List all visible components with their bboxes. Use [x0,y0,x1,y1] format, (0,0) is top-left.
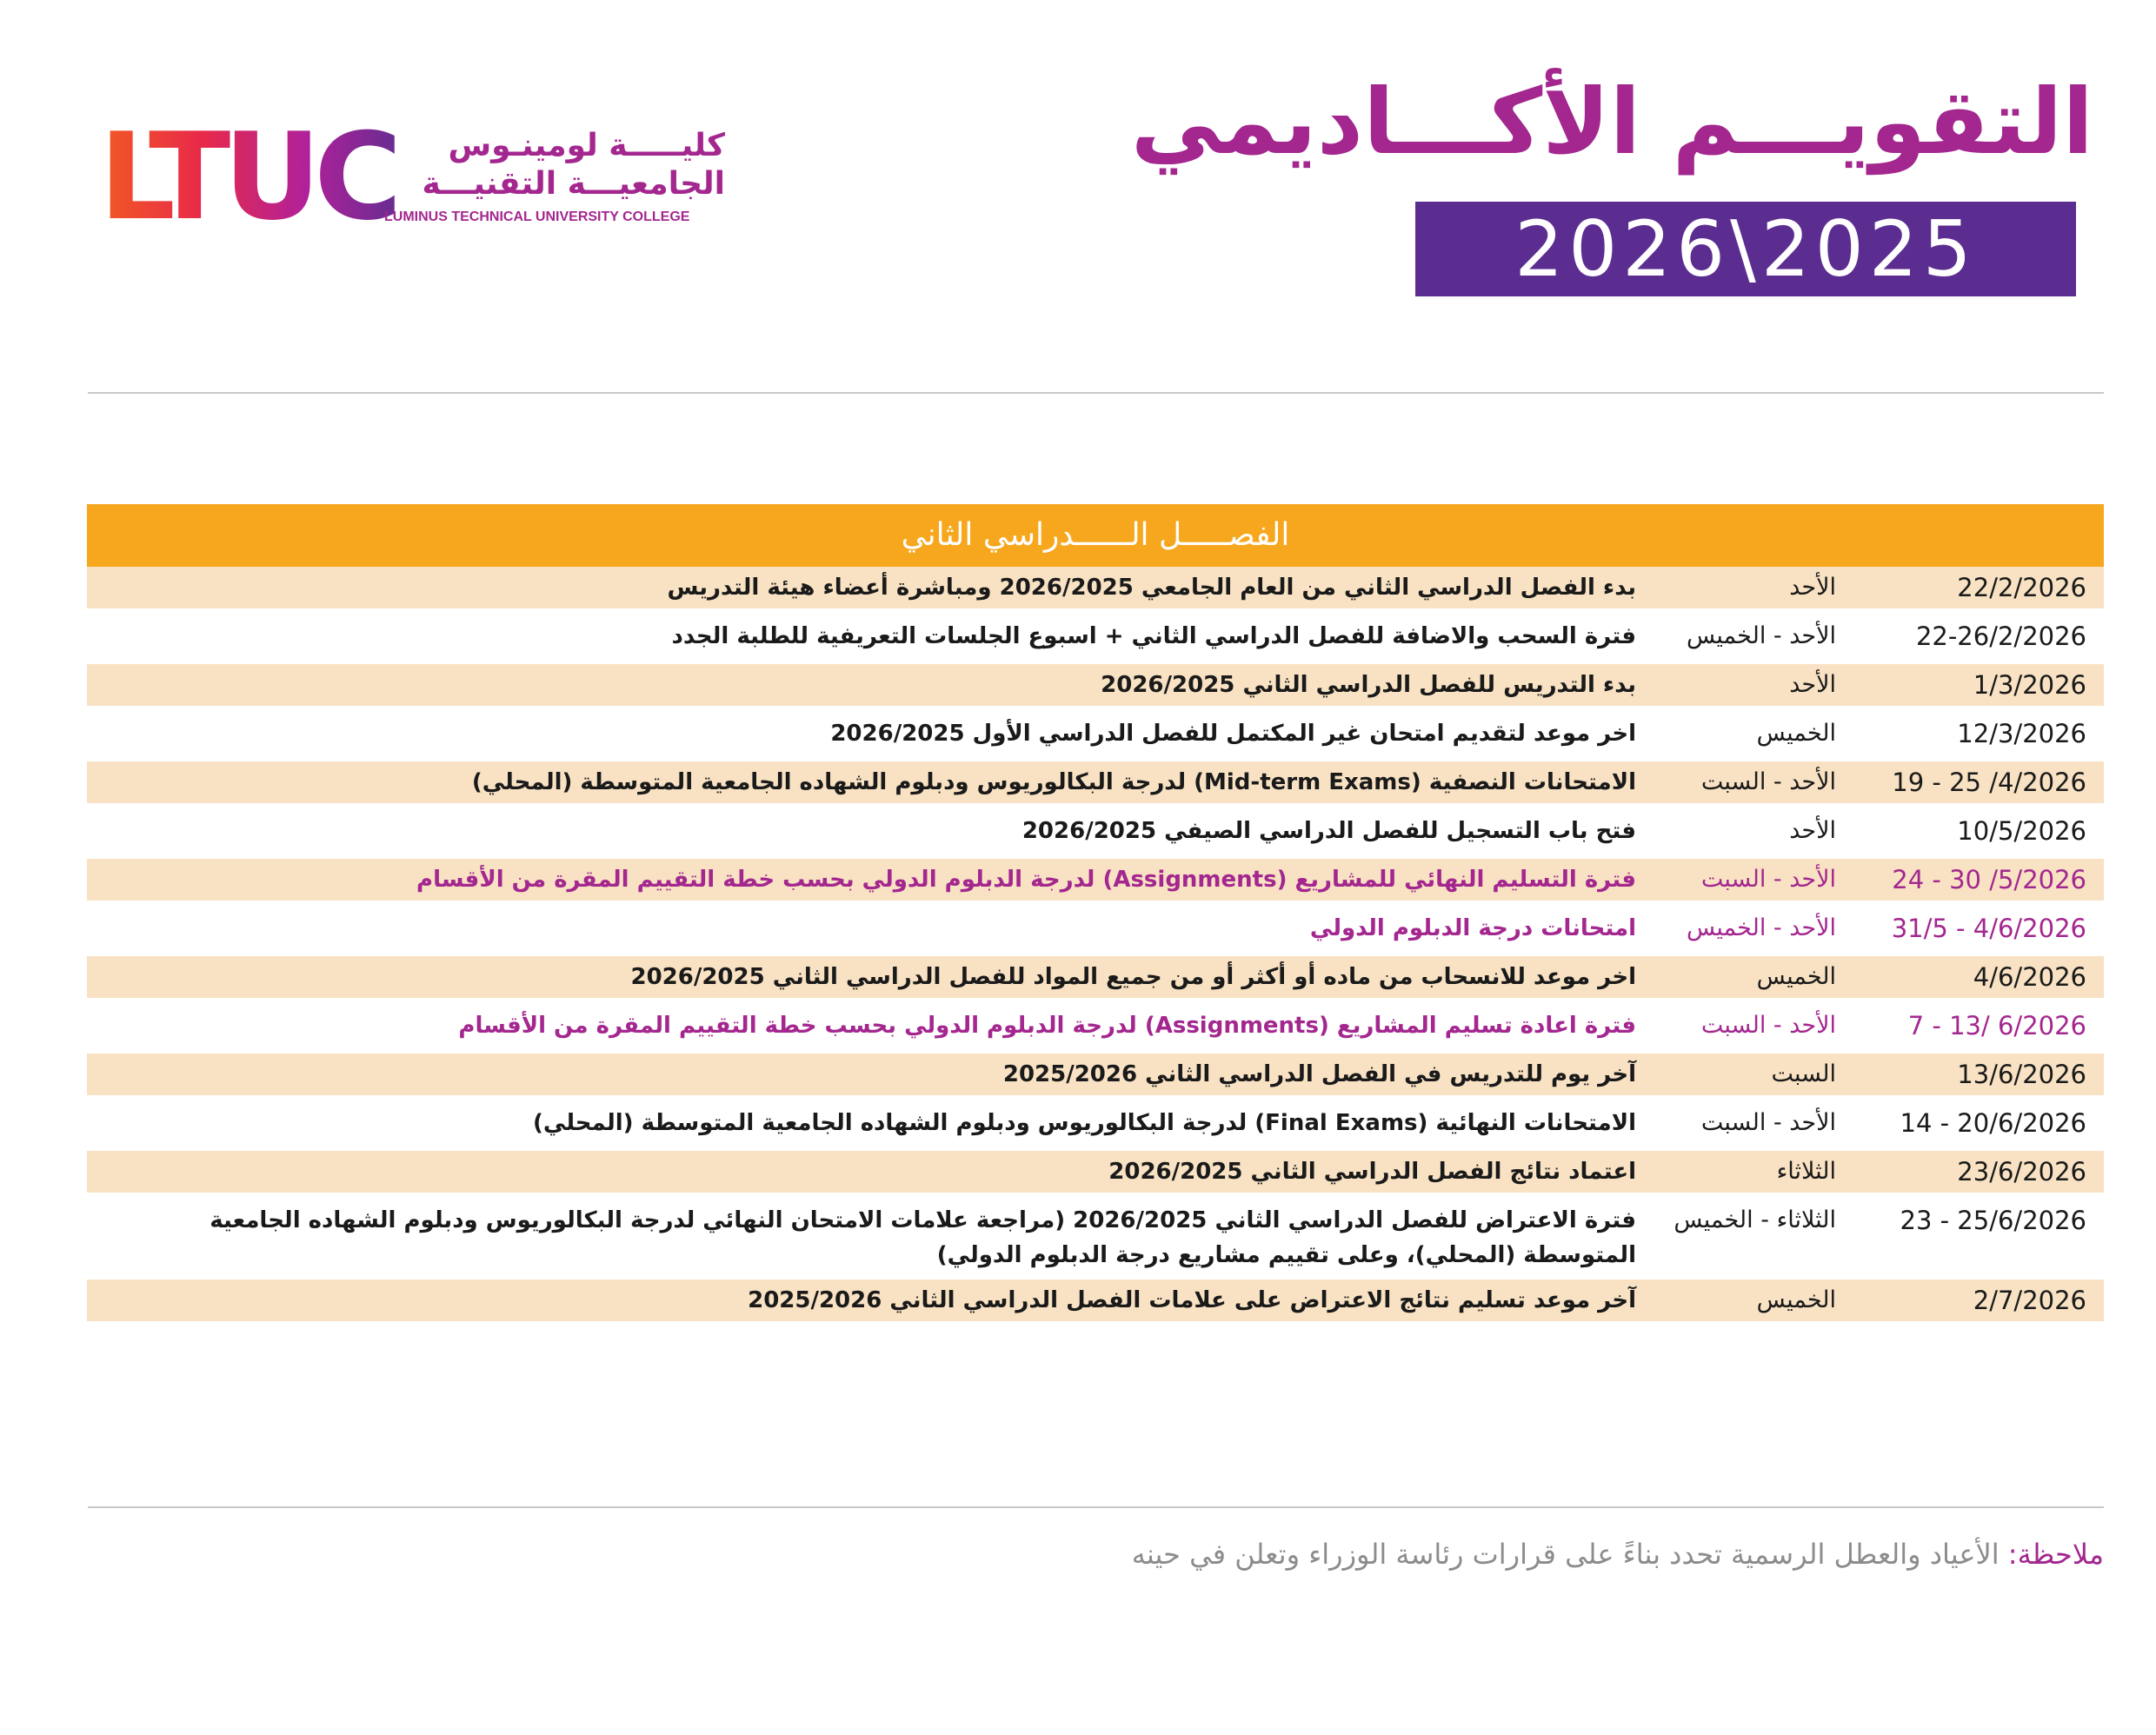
table-row [87,1005,2104,1047]
table-row [87,907,2104,949]
row-description: الامتحانات النهائية (Final Exams) لدرجة البكالوريوس ودبلوم الشهاده الجامعية المتوسطة (المحلي) [533,1110,1636,1136]
row-day: الأحد [1789,574,1836,601]
logo-english-name: LUMINUS TECHNICAL UNIVERSITY COLLEGE [384,209,690,224]
row-day: السبت [1771,1060,1836,1087]
row-date: 4/6/2026 [1973,962,2086,992]
table-row [87,1200,2104,1273]
row-description: فترة اعادة تسليم المشاريع (Assignments) لدرجة الدبلوم الدولي بحسب خطة التقييم المقرة من الأقسام [458,1013,1636,1039]
college-logo [99,107,725,247]
academic-year-banner: 2026\2025 [1415,202,2076,296]
row-day: الثلاثاء [1776,1158,1836,1185]
row-day: الأحد - الخميس [1686,914,1836,941]
row-description: آخر موعد تسليم نتائج الاعتراض على علامات الفصل الدراسي الثاني 2025/2026 [748,1287,1636,1313]
row-day: الخميس [1756,720,1836,747]
row-day: الأحد - السبت [1700,866,1836,893]
row-description: اخر موعد للانسحاب من ماده أو أكثر أو من جميع المواد للفصل الدراسي الثاني 2026/2025 [630,964,1636,990]
top-divider [88,392,2104,394]
row-date: 23/6/2026 [1957,1157,2086,1187]
row-date: 7 - 13/ 6/2026 [1907,1011,2086,1040]
row-description: الامتحانات النصفية (Mid-term Exams) لدرجة البكالوريوس ودبلوم الشهاده الجامعية المتوسطة (المحلي) [471,769,1636,795]
table-row [87,713,2104,754]
table-row [87,1054,2104,1095]
row-day: الأحد - السبت [1700,768,1836,795]
row-day: الأحد - السبت [1700,1109,1836,1136]
row-day: الأحد [1789,817,1836,844]
row-date: 23 - 25/6/2026 [1900,1206,2086,1235]
row-description: فترة السحب والاضافة للفصل الدراسي الثاني + اسبوع الجلسات التعريفية للطلبة الجدد [671,623,1636,649]
logo-mark: LTUC [99,107,396,247]
footnote-label: ملاحظة: [2007,1538,2104,1571]
row-day: الخميس [1756,1286,1836,1313]
row-date: 31/5 - 4/6/2026 [1891,914,2086,943]
row-day: الأحد [1789,671,1836,698]
table-row [87,1102,2104,1144]
logo-arabic-line2: الجامعيـــة التقنيـــة [422,166,725,202]
table-row [87,859,2104,901]
calendar-table [87,504,2104,1321]
table-row [87,1280,2104,1321]
table-row [87,810,2104,852]
row-day: الثلاثاء - الخميس [1674,1207,1836,1233]
row-description: اخر موعد لتقديم امتحان غير المكتمل للفصل الدراسي الأول 2026/2025 [830,721,1636,747]
row-date: 22-26/2/2026 [1915,622,2086,651]
table-row [87,567,2104,608]
row-description: بدء الفصل الدراسي الثاني من العام الجامعي 2026/2025 ومباشرة أعضاء هيئة التدريس [667,575,1636,601]
row-date: 2/7/2026 [1973,1286,2086,1315]
row-date: 13/6/2026 [1957,1060,2086,1089]
row-description: فتح باب التسجيل للفصل الدراسي الصيفي 2026/2025 [1021,818,1636,844]
row-date: 19 - 25 /4/2026 [1892,768,2086,797]
row-day: الأحد - السبت [1700,1012,1836,1039]
semester-heading: الفصـــــل الــــــدراسي الثاني [87,504,2104,567]
logo-arabic-line1: كليـــــة لومينـوس [448,128,725,163]
row-description: فترة التسليم النهائي للمشاريع (Assignments) لدرجة الدبلوم الدولي بحسب خطة التقييم المقرة من الأقسام [416,867,1636,893]
table-row [87,664,2104,706]
row-description: امتحانات درجة الدبلوم الدولي [1309,915,1636,941]
row-description: اعتماد نتائج الفصل الدراسي الثاني 2026/2025 [1108,1159,1636,1185]
row-date: 10/5/2026 [1957,816,2086,846]
table-row [87,615,2104,657]
row-date: 1/3/2026 [1973,670,2086,700]
row-description: آخر يوم للتدريس في الفصل الدراسي الثاني 2025/2026 [1002,1061,1636,1087]
footnote [887,1533,2104,1575]
table-row [87,956,2104,998]
row-date: 22/2/2026 [1957,573,2086,602]
row-description: بدء التدريس للفصل الدراسي الثاني 2026/2025 [1101,672,1636,698]
row-day: الأحد - الخميس [1686,622,1836,649]
table-row [87,1151,2104,1193]
footnote-text: الأعياد والعطل الرسمية تحدد بناءً على قرارات رئاسة الوزراء وتعلن في حينه [1131,1538,2008,1571]
page-title: التقويـــم الأكـــاديمي [1130,69,2093,175]
row-date: 24 - 30 /5/2026 [1892,865,2086,894]
row-date: 14 - 20/6/2026 [1900,1108,2086,1138]
row-date: 12/3/2026 [1957,719,2086,748]
row-day: الخميس [1756,963,1836,990]
bottom-divider [88,1506,2104,1508]
row-description: فترة الاعتراض للفصل الدراسي الثاني 2026/2025 (مراجعة علامات الامتحان النهائي لدرجة البكالوريوس ودبلوم الشهاده الجامعية المتوسطة (المحلي)، وعلى تقييم مشاريع درجة الدبلوم الدولي) [210,1207,1636,1268]
table-row [87,761,2104,803]
